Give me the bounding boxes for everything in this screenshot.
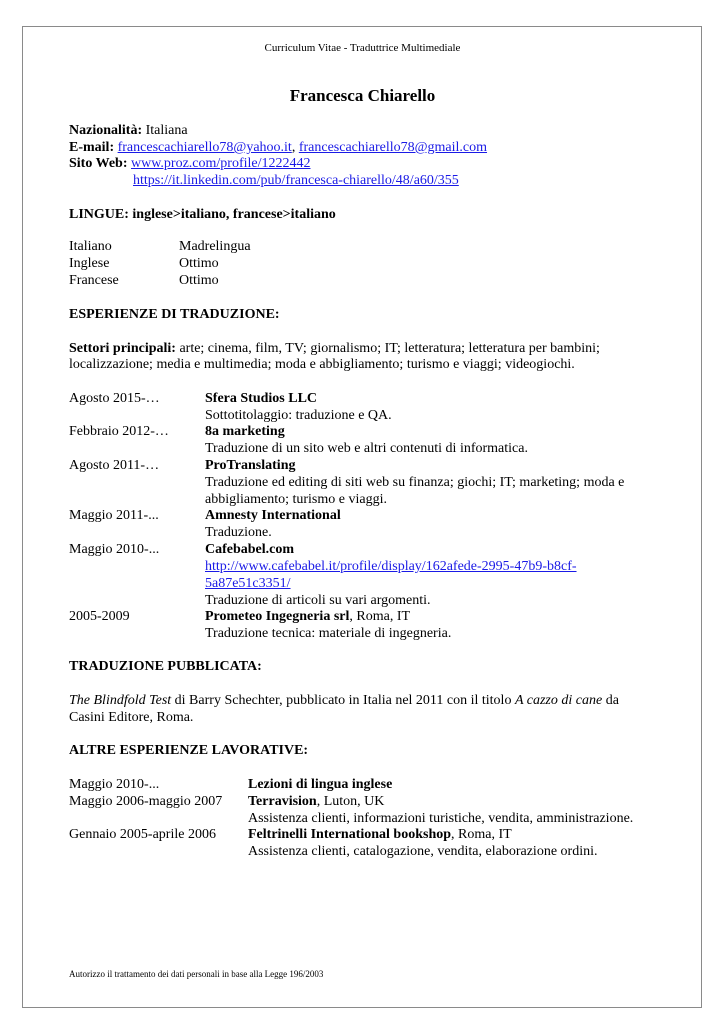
- language-row: [69, 238, 251, 255]
- sectors-line-1: [69, 340, 600, 357]
- language-row: [69, 272, 219, 289]
- item-company: Terravision: [248, 794, 317, 809]
- sectors-text-1: arte; cinema, film, TV; giornalismo; IT; letteratura; letteratura per bambini;: [179, 341, 600, 356]
- email-link-yahoo[interactable]: francescachiarello78@yahoo.it: [117, 140, 292, 155]
- item-company: Lezioni di lingua inglese: [248, 777, 393, 792]
- website-link-proz[interactable]: www.proz.com/profile/1222442: [130, 156, 311, 171]
- language-level: Ottimo: [179, 273, 219, 288]
- nationality-value: Italiana: [145, 123, 188, 138]
- language-name: Inglese: [69, 256, 110, 271]
- item-date: Maggio 2006-maggio 2007: [69, 794, 223, 809]
- item-company: ProTranslating: [205, 458, 296, 473]
- item-company: Prometeo Ingegneria srl: [205, 609, 350, 624]
- item-description: Traduzione ed editing di siti web su finanza; giochi; IT; marketing; moda e: [205, 475, 625, 490]
- email-label: E-mail:: [69, 140, 115, 155]
- email-separator: ,: [291, 140, 296, 155]
- translation-heading: ESPERIENZE DI TRADUZIONE:: [69, 307, 280, 322]
- nationality-line: [69, 122, 188, 139]
- language-name: Francese: [69, 273, 119, 288]
- languages-heading: LINGUE: inglese>italiano, francese>italiano: [69, 207, 336, 222]
- sectors-line-2: localizzazione; media e multimedia; moda e abbigliamento; turismo e viaggi; videogiochi.: [69, 357, 575, 372]
- item-place: , Roma, IT: [349, 609, 411, 624]
- item-description: Traduzione tecnica: materiale di ingegneria.: [205, 626, 452, 641]
- item-company: Cafebabel.com: [205, 542, 295, 557]
- other-heading: ALTRE ESPERIENZE LAVORATIVE:: [69, 743, 309, 758]
- item-description: Assistenza clienti, catalogazione, vendita, elaborazione ordini.: [248, 844, 598, 859]
- item-date: 2005-2009: [69, 609, 130, 624]
- nationality-label: Nazionalità:: [69, 123, 143, 138]
- published-text: di Barry Schechter, pubblicato in Italia nel 2011 con il titolo: [171, 693, 515, 708]
- item-description: Traduzione di un sito web e altri contenuti di informatica.: [205, 441, 528, 456]
- published-text-end: da: [602, 693, 619, 708]
- published-line-2: Casini Editore, Roma.: [69, 710, 194, 725]
- item-company: Feltrinelli International bookshop: [248, 827, 452, 842]
- item-description: Assistenza clienti, informazioni turistiche, vendita, amministrazione.: [248, 811, 634, 826]
- item-place: , Luton, UK: [316, 794, 385, 809]
- item-description: Traduzione di articoli su vari argomenti.: [205, 593, 431, 608]
- item-date: Maggio 2010-...: [69, 542, 160, 557]
- item-date: Febbraio 2012-…: [69, 424, 169, 439]
- cafebabel-link[interactable]: http://www.cafebabel.it/profile/display/162afede-2995-47b9-b8cf-: [205, 559, 577, 574]
- language-level: Ottimo: [179, 256, 219, 271]
- language-row: [69, 255, 219, 272]
- privacy-footer: Autorizzo il trattamento dei dati personali in base alla Legge 196/2003: [69, 969, 324, 979]
- website-line: [69, 155, 310, 172]
- published-italian-title: A cazzo di cane: [514, 693, 603, 708]
- published-heading: TRADUZIONE PUBBLICATA:: [69, 659, 262, 674]
- item-date: Agosto 2011-…: [69, 458, 160, 473]
- email-link-gmail[interactable]: francescachiarello78@gmail.com: [298, 140, 488, 155]
- item-date: Agosto 2015-…: [69, 391, 160, 406]
- email-line: [69, 139, 487, 156]
- item-date: Gennaio 2005-aprile 2006: [69, 827, 216, 842]
- published-book-title: The Blindfold Test: [69, 693, 172, 708]
- language-level: Madrelingua: [179, 239, 251, 254]
- page-title: Francesca Chiarello: [289, 86, 436, 105]
- sectors-label: Settori principali:: [69, 341, 176, 356]
- item-company: Amnesty International: [205, 508, 341, 523]
- item-date: Maggio 2010-...: [69, 777, 160, 792]
- item-date: Maggio 2011-...: [69, 508, 159, 523]
- item-description: Traduzione.: [205, 525, 272, 540]
- item-company: 8a marketing: [205, 424, 285, 439]
- published-line-1: [69, 692, 619, 709]
- item-description: abbigliamento; turismo e viaggi.: [205, 492, 387, 507]
- item-description: Sottotitolaggio: traduzione e QA.: [205, 408, 392, 423]
- page-header: Curriculum Vitae - Traduttrice Multimediale: [264, 42, 461, 54]
- cafebabel-link-continued[interactable]: 5a87e51c3351/: [205, 576, 291, 591]
- website-line-2: [133, 172, 459, 189]
- item-company: Sfera Studios LLC: [205, 391, 318, 406]
- item-place: , Roma, IT: [451, 827, 512, 842]
- website-label: Sito Web:: [69, 156, 128, 171]
- website-link-linkedin[interactable]: https://it.linkedin.com/pub/francesca-chiarello/48/a60/355: [133, 173, 459, 188]
- language-name: Italiano: [69, 239, 112, 254]
